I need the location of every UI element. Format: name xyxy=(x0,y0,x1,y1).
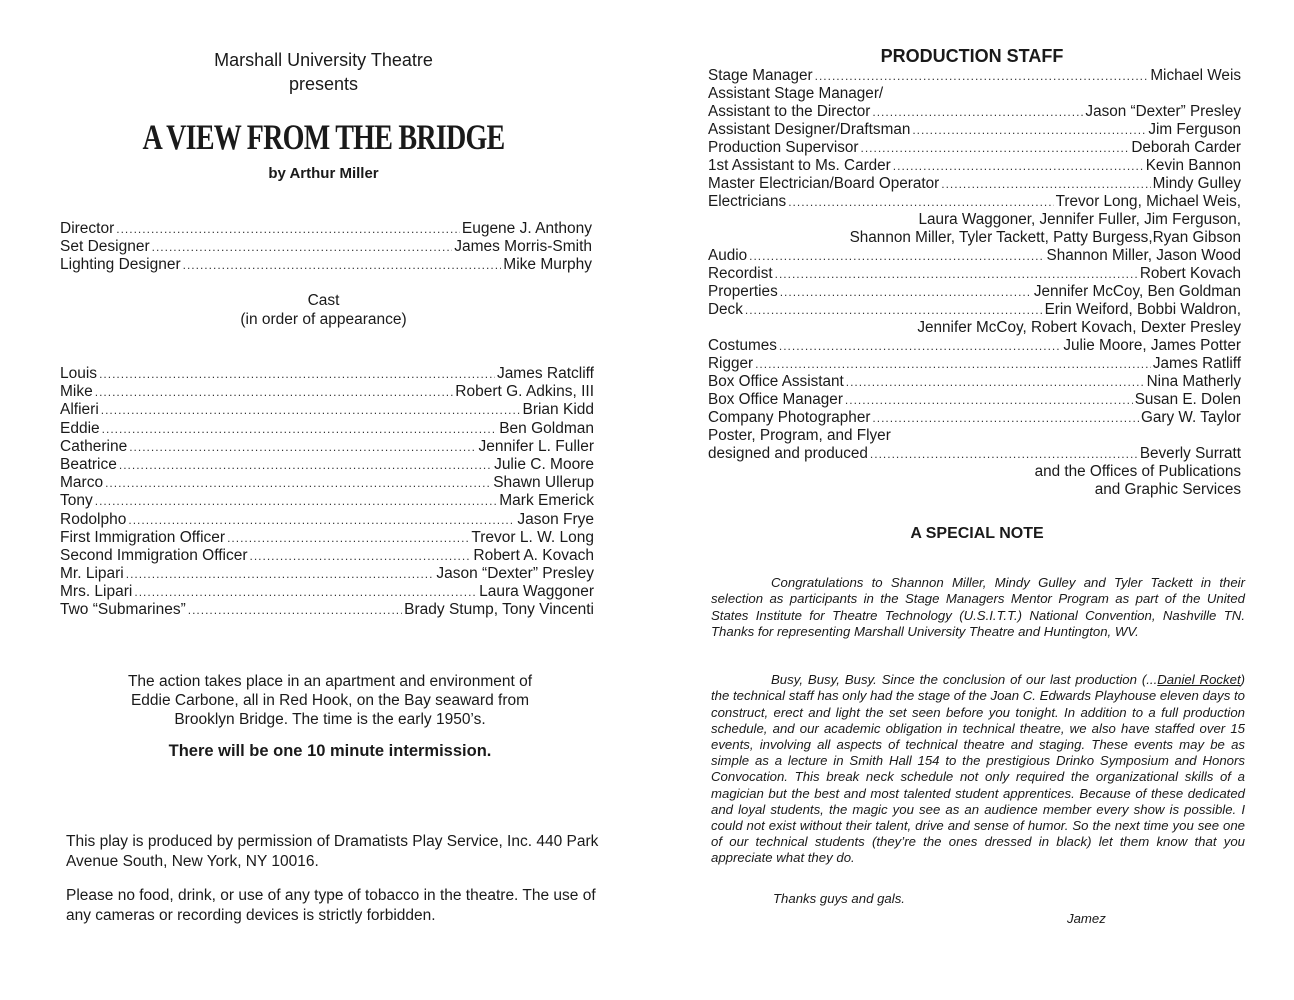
staff-row xyxy=(708,229,1241,247)
credit-name: Trevor Long, Michael Weis, xyxy=(1055,193,1241,210)
credit-name: Jennifer L. Fuller xyxy=(478,437,594,455)
dot-leader xyxy=(128,511,515,529)
staff-row xyxy=(708,301,1241,319)
credit-name: Jennifer McCoy, Robert Kovach, Dexter Presley xyxy=(917,319,1241,336)
dot-leader xyxy=(941,175,1150,193)
credit-role: Mrs. Lipari xyxy=(60,583,133,601)
credit-role: Assistant Stage Manager/ xyxy=(708,85,884,102)
cast-row xyxy=(60,601,594,619)
dot-leader xyxy=(788,193,1053,211)
cast-list xyxy=(60,365,594,620)
presenter-line: Marshall University Theatre xyxy=(214,50,433,70)
credit-name: Ben Goldman xyxy=(499,419,594,437)
staff-row xyxy=(708,265,1241,283)
credit-name: James Morris-Smith xyxy=(454,238,592,256)
credit-name: Kevin Bannon xyxy=(1145,157,1241,174)
credit-role: designed and produced xyxy=(708,445,868,462)
credit-role: Master Electrician/Board Operator xyxy=(708,175,940,192)
dot-leader xyxy=(861,139,1130,157)
dot-leader xyxy=(872,409,1139,427)
production-staff-heading: PRODUCTION STAFF xyxy=(880,46,1064,66)
dot-leader xyxy=(105,474,491,492)
credit-name: Jennifer McCoy, Ben Goldman xyxy=(1033,283,1241,300)
credit-role: Set Designer xyxy=(60,238,150,256)
credit-role: Second Immigration Officer xyxy=(60,546,248,564)
credit-role: Properties xyxy=(708,283,778,300)
dot-leader xyxy=(129,438,476,456)
dot-leader xyxy=(745,301,1043,319)
credit-role: Deck xyxy=(708,301,743,318)
credit-name: Jason Frye xyxy=(517,510,594,528)
dot-leader xyxy=(183,256,502,274)
credit-role: Stage Manager xyxy=(708,67,813,84)
credit-role: Two “Submarines” xyxy=(60,601,186,619)
cast-row xyxy=(60,438,594,456)
staff-row xyxy=(708,391,1241,409)
credit-role: Assistant to the Director xyxy=(708,103,871,120)
credit-name: Mike Murphy xyxy=(503,256,592,274)
dot-leader xyxy=(846,373,1145,391)
dot-leader xyxy=(912,121,1146,139)
credit-role: First Immigration Officer xyxy=(60,528,226,546)
credit-name: Erin Weiford, Bobbi Waldron, xyxy=(1044,301,1241,318)
credit-role: Rigger xyxy=(708,355,754,372)
dot-leader xyxy=(250,547,472,565)
credit-name: Shannon Miller, Tyler Tackett, Patty Burgess,Ryan Gibson xyxy=(849,229,1241,246)
staff-row xyxy=(708,139,1241,157)
dot-leader xyxy=(99,365,495,383)
credit-role: Costumes xyxy=(708,337,777,354)
cast-row xyxy=(60,365,594,383)
credit-role: Eddie xyxy=(60,419,100,437)
dot-leader xyxy=(102,420,498,438)
credit-name: Laura Waggoner xyxy=(479,583,594,601)
credit-role: Electricians xyxy=(708,193,787,210)
theatre-rules-notice: Please no food, drink, or use of any type of tobacco in the theatre. The use of any cameras or recording devices is strictly forbidden. xyxy=(66,887,596,924)
dot-leader xyxy=(779,337,1061,355)
credit-role: Catherine xyxy=(60,437,128,455)
note-text-before: Busy, Busy, Busy. Since the conclusion of our last production (... xyxy=(771,672,1158,688)
note-text-after: ) the technical staff has only had the stage of the Joan C. Edwards Playhouse eleven days to construct, erect and light the set seen before you tonight. In addition to a full production schedule, and our academic obligation in technical theatre, we also have staffed over 15 events, involving all aspects of technical theatre and staging. These events may be as simple as a lecture in Smith Hall 154 to the prestigious Drinko Symposium and Honors Convocation. This break neck schedule not only required the organizational skills of a magician but the best and most talented student apprentices. Because of these dedicated and loyal students, the magic you see as an audience member every show is possible. I could not exist without their talent, drive and sense of humor. So the next time you see one of our technical students (they’re the ones dressed in black) let them know that you appreciate what they do. xyxy=(711,672,1246,866)
staff-row xyxy=(708,103,1241,121)
credit-role: Tony xyxy=(60,492,93,510)
credit-name: Shannon Miller, Jason Wood xyxy=(1046,247,1241,264)
creative-team-row xyxy=(60,238,592,256)
credit-name: James Ratliff xyxy=(1152,355,1241,372)
dot-leader xyxy=(775,265,1138,283)
credit-name: Eugene J. Anthony xyxy=(461,220,592,237)
cast-heading-block xyxy=(0,291,647,329)
intermission-notice: There will be one 10 minute intermission. xyxy=(168,742,492,760)
credit-role: Recordist xyxy=(708,265,773,282)
credit-name: Laura Waggoner, Jennifer Fuller, Jim Ferguson, xyxy=(918,211,1241,228)
cast-row xyxy=(60,474,594,492)
dot-leader xyxy=(749,247,1044,265)
cast-row xyxy=(60,383,594,401)
creative-team-list xyxy=(60,220,592,275)
staff-row xyxy=(708,157,1241,175)
staff-row xyxy=(708,67,1241,85)
special-note-paragraph-2 xyxy=(711,672,1245,866)
permission-notice: This play is produced by permission of Dramatists Play Service, Inc. 440 Park Avenue South, New York, NY 10016. xyxy=(66,833,599,870)
presenter-block xyxy=(0,48,647,96)
play-title: A VIEW FROM THE BRIDGE xyxy=(142,117,505,157)
dot-leader xyxy=(227,529,469,547)
staff-row xyxy=(708,211,1241,229)
staff-row xyxy=(708,175,1241,193)
credit-name: James Ratcliff xyxy=(496,365,594,382)
credit-role: Rodolpho xyxy=(60,510,127,528)
credit-name: Robert Kovach xyxy=(1139,265,1241,282)
cast-row xyxy=(60,511,594,529)
dot-leader xyxy=(872,103,1083,121)
dot-leader xyxy=(152,238,453,256)
setting-description: The action takes place in an apartment and environment of Eddie Carbone, all in Red Hook, on the Bay seaward from Brooklyn Bridge. The time is the early 1950’s. xyxy=(127,673,533,728)
credit-name: Beverly Surratt xyxy=(1139,445,1241,462)
credit-role: Poster, Program, and Flyer xyxy=(708,427,891,444)
cast-row xyxy=(60,401,594,419)
dot-leader xyxy=(119,456,492,474)
staff-row xyxy=(708,445,1241,463)
production-staff-list xyxy=(708,67,1241,499)
cast-row xyxy=(60,420,594,438)
credit-role: Louis xyxy=(60,365,98,382)
credit-name: Mark Emerick xyxy=(499,492,594,510)
dot-leader xyxy=(188,601,402,619)
staff-row xyxy=(708,481,1241,499)
credit-name: Deborah Carder xyxy=(1131,139,1241,156)
presents-line: presents xyxy=(288,74,359,94)
staff-row xyxy=(708,373,1241,391)
dot-leader xyxy=(893,157,1144,175)
special-note-paragraph-1: Congratulations to Shannon Miller, Mindy Gulley and Tyler Tackett in their selection as participants in the Stage Managers Mentor Program as part of the United States Institute for Theatre Technology (U.S.I.T.T.) National Convention, Nashville TN. Thanks for representing Marshall University Theatre and Huntington, WV. xyxy=(711,575,1245,639)
credit-name: Michael Weis xyxy=(1150,67,1241,84)
staff-row xyxy=(708,85,1241,103)
credit-role: Alfieri xyxy=(60,401,99,419)
credit-name: Julie C. Moore xyxy=(494,455,594,473)
staff-row xyxy=(708,409,1241,427)
dot-leader xyxy=(870,445,1138,463)
credit-name: Shawn Ullerup xyxy=(493,474,594,492)
credit-name: Julie Moore, James Potter xyxy=(1063,337,1241,354)
dot-leader xyxy=(95,492,498,510)
cast-row xyxy=(60,565,594,583)
cast-heading: Cast xyxy=(307,292,340,309)
credit-role: Assistant Designer/Draftsman xyxy=(708,121,911,138)
credit-name: Gary W. Taylor xyxy=(1140,409,1241,426)
special-note-heading: A SPECIAL NOTE xyxy=(910,525,1044,542)
creative-team-row xyxy=(60,256,592,274)
cast-row xyxy=(60,492,594,510)
dot-leader xyxy=(126,565,435,583)
credit-role: Director xyxy=(60,220,115,237)
credit-name: Brian Kidd xyxy=(522,401,594,419)
credit-role: Box Office Assistant xyxy=(708,373,844,390)
dot-leader xyxy=(116,220,460,238)
dot-leader xyxy=(101,401,521,419)
credit-role: Audio xyxy=(708,247,748,264)
cast-row xyxy=(60,547,594,565)
credit-name: Brady Stump, Tony Vincenti xyxy=(404,601,594,619)
cast-row xyxy=(60,583,594,601)
credit-name: Jason “Dexter” Presley xyxy=(436,565,594,583)
credit-role: Lighting Designer xyxy=(60,256,181,274)
signature: Jamez xyxy=(1067,911,1106,926)
credit-name: and Graphic Services xyxy=(1094,481,1241,498)
credit-name: Jason “Dexter” Presley xyxy=(1085,103,1241,120)
dot-leader xyxy=(95,383,454,401)
credit-name: Robert G. Adkins, III xyxy=(455,383,594,401)
credit-name: Robert A. Kovach xyxy=(473,546,594,564)
credit-role: Marco xyxy=(60,474,104,492)
dot-leader xyxy=(780,283,1032,301)
staff-row xyxy=(708,121,1241,139)
cast-row xyxy=(60,529,594,547)
cast-subheading: (in order of appearance) xyxy=(240,311,407,328)
credit-role: Mr. Lipari xyxy=(60,565,124,583)
staff-row xyxy=(708,337,1241,355)
staff-row xyxy=(708,355,1241,373)
previous-production-title: Daniel Rocket xyxy=(1157,672,1241,688)
dot-leader xyxy=(815,67,1149,85)
credit-role: Company Photographer xyxy=(708,409,871,426)
credit-name: Jim Ferguson xyxy=(1148,121,1241,138)
credit-role: Production Supervisor xyxy=(708,139,859,156)
right-program-page xyxy=(647,0,1294,1000)
staff-row xyxy=(708,319,1241,337)
credit-name: Trevor L. W. Long xyxy=(471,528,594,546)
credit-role: 1st Assistant to Ms. Carder xyxy=(708,157,891,174)
credit-name: and the Offices of Publications xyxy=(1034,463,1241,480)
thanks-line: Thanks guys and gals. xyxy=(773,891,905,906)
credit-name: Mindy Gulley xyxy=(1152,175,1241,192)
dot-leader xyxy=(845,391,1133,409)
dot-leader xyxy=(134,583,477,601)
credit-role: Mike xyxy=(60,383,93,401)
staff-row xyxy=(708,283,1241,301)
staff-row xyxy=(708,427,1241,445)
dot-leader xyxy=(755,355,1151,373)
creative-team-row xyxy=(60,220,592,238)
credit-name: Nina Matherly xyxy=(1146,373,1241,390)
credit-role: Beatrice xyxy=(60,455,117,473)
credit-role: Box Office Manager xyxy=(708,391,843,408)
credit-name: Susan E. Dolen xyxy=(1134,391,1241,408)
staff-row xyxy=(708,247,1241,265)
play-author: by Arthur Miller xyxy=(268,165,379,182)
staff-row xyxy=(708,463,1241,481)
staff-row xyxy=(708,193,1241,211)
cast-row xyxy=(60,456,594,474)
